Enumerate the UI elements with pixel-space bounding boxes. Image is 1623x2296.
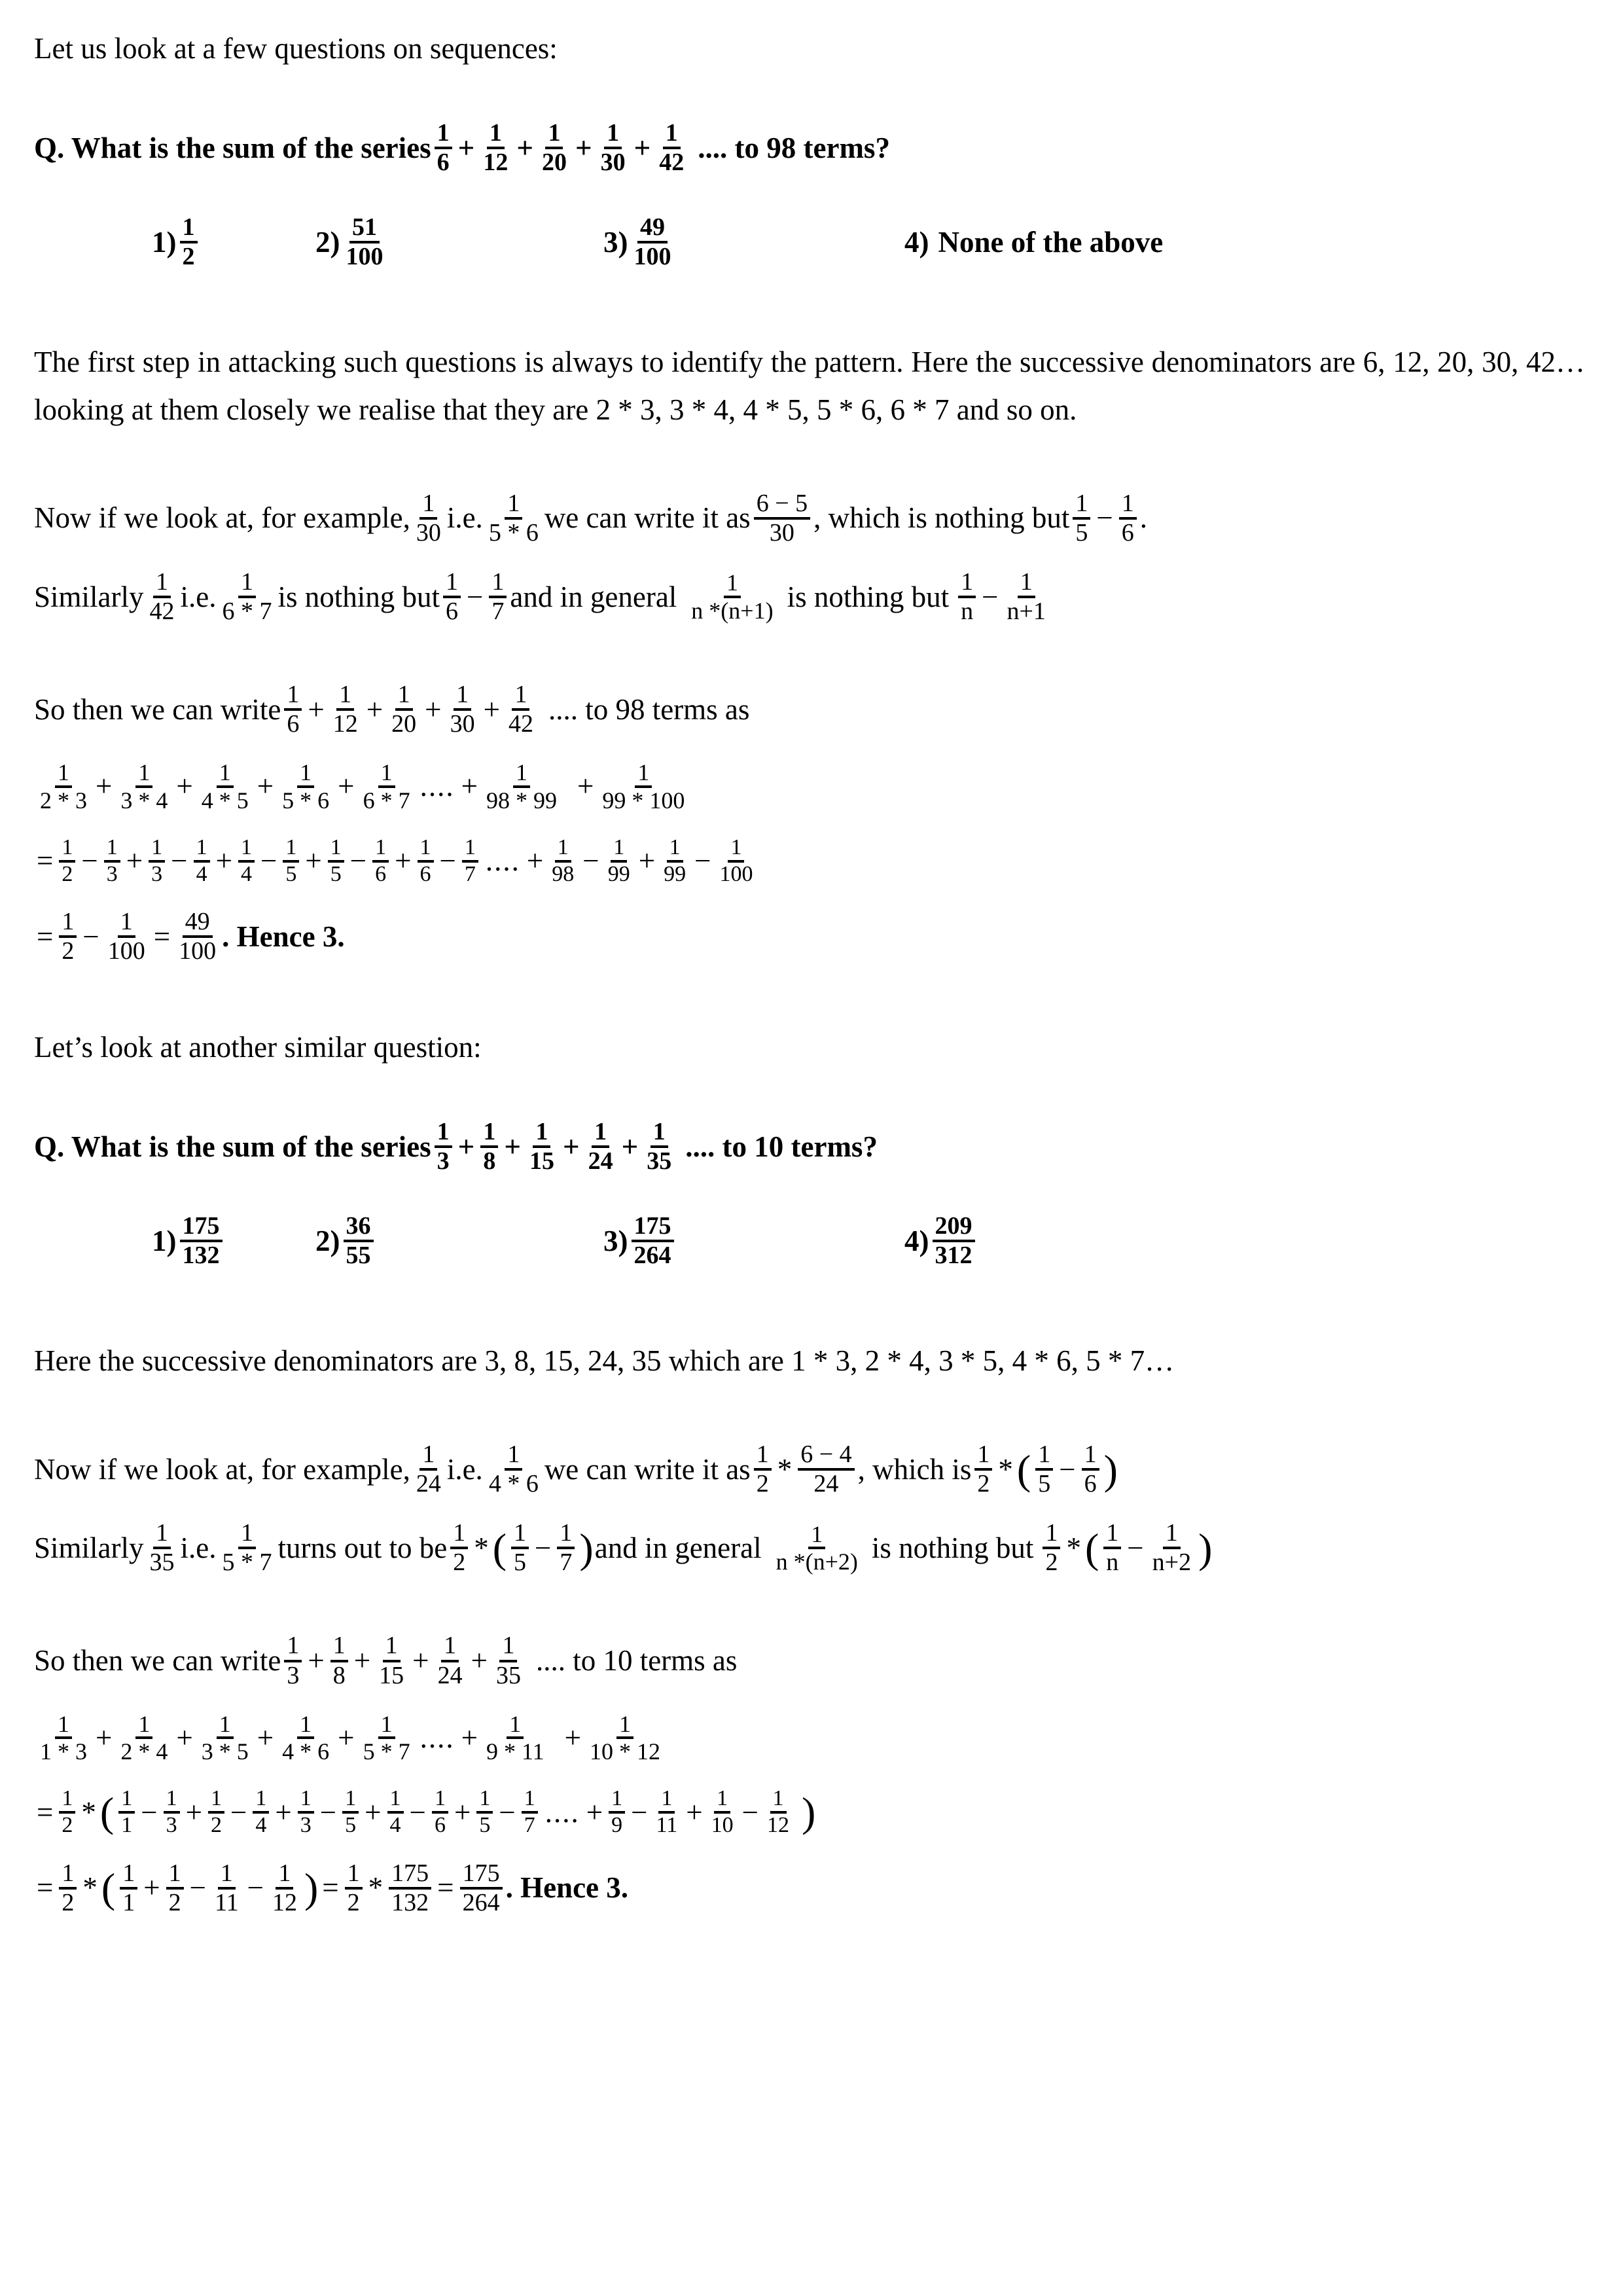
- plus-icon: +: [176, 1721, 193, 1754]
- result2-half: $\frac{1}{2}$: [59, 1860, 77, 1916]
- q2-term-5: $\frac{1}{35}$: [647, 1118, 672, 1175]
- option-1-value: $\frac{175}{132}$: [180, 1213, 223, 1269]
- question-2-options: [34, 1213, 1585, 1269]
- option-2-value: $\frac{51}{100}$: [346, 213, 383, 271]
- expl2-fraction-g: $\frac{1}{n+1}$: [1007, 567, 1046, 625]
- expl1-fraction-d: $\frac{1}{5}$: [1073, 490, 1090, 547]
- expl4-fraction-h: $\frac{1}{n}$: [1103, 1520, 1121, 1576]
- option-2[interactable]: 2) $\frac{36}{55}$: [315, 1213, 603, 1269]
- left-paren: (: [101, 1865, 116, 1912]
- plus-icon: +: [454, 1795, 471, 1829]
- question-2-stem-prefix: Q. What is the sum of the series: [34, 1130, 431, 1163]
- expl1-fraction-c: $\frac{6 - 5}{30}$: [754, 490, 810, 547]
- q1-term-5: $\frac{1}{42}$: [659, 119, 685, 177]
- minus-icon: −: [319, 1795, 337, 1829]
- tele1-p1-b: $\frac{1}{3}$: [104, 836, 120, 886]
- expand2-term-2: $\frac{1}{2 * 4}$: [120, 1710, 168, 1765]
- plus-icon: +: [564, 1721, 582, 1754]
- expl1-fraction-b: $\frac{1}{5 * 6}$: [488, 489, 539, 547]
- explanation-line-2: Similarly $\frac{1}{42}$ i.e. $\frac{1}{6 * 7}$ is nothing but $\frac{1}{6}$ − $\frac{1}{7}$ and in general $\frac{1}{n *(n+1)}$ is nothing but $\frac{1}{n}$ − $\frac{1}{n+1}$: [34, 569, 1585, 625]
- plus-icon: +: [338, 770, 355, 803]
- minus-icon: −: [141, 1795, 158, 1829]
- tele2-p7-a: $\frac{1}{10}$: [711, 1786, 734, 1838]
- expand1-term-5: $\frac{1}{6 * 7}$: [363, 759, 410, 814]
- asterisk-icon: *: [82, 1871, 98, 1905]
- expand1-term-3: $\frac{1}{4 * 5}$: [201, 759, 249, 814]
- plus-icon: +: [457, 131, 475, 164]
- plus-icon: +: [215, 844, 232, 878]
- q1-term-2: $\frac{1}{12}$: [483, 119, 508, 177]
- tele1-p2-b: $\frac{1}{4}$: [194, 836, 210, 886]
- asterisk-icon: *: [777, 1452, 793, 1486]
- so-then-write-line-2: So then we can write $\frac{1}{3}$ + $\frac{1}{8}$ + $\frac{1}{15}$ + $\frac{1}{24}$ + $\frac{1}{35}$ .... to 10 terms as: [34, 1632, 738, 1689]
- tele2-p2-b: $\frac{1}{4}$: [253, 1787, 269, 1837]
- minus-icon: −: [189, 1871, 206, 1905]
- equals-icon: =: [322, 1871, 339, 1905]
- plus-icon: +: [457, 1130, 475, 1163]
- tele1-p7-a: $\frac{1}{99}$: [664, 834, 687, 886]
- tele1-p1-a: $\frac{1}{2}$: [59, 836, 75, 886]
- sowrite1-term-5: $\frac{1}{42}$: [508, 681, 533, 738]
- expand2-term-3: $\frac{1}{3 * 5}$: [201, 1710, 249, 1765]
- ellipsis: ....: [419, 770, 455, 803]
- sowrite2-term-3: $\frac{1}{15}$: [379, 1632, 404, 1689]
- plus-icon: +: [176, 770, 193, 803]
- result-line-2: [34, 1860, 1585, 1916]
- tele2-p1-a: $\frac{1}{1}$: [118, 1787, 135, 1837]
- plus-icon: +: [257, 770, 274, 803]
- expl3-fraction-g: $\frac{1}{6}$: [1082, 1441, 1099, 1498]
- answer-2: . Hence 3.: [505, 1871, 629, 1905]
- expl4-fraction-b: $\frac{1}{5 * 7}$: [222, 1519, 272, 1577]
- q1-term-1: $\frac{1}{6}$: [435, 120, 452, 176]
- tele1-p7-b: $\frac{1}{100}$: [719, 834, 753, 886]
- option-4-value: $\frac{209}{312}$: [933, 1213, 975, 1269]
- minus-icon: −: [1096, 501, 1113, 535]
- minus-icon: −: [467, 580, 484, 613]
- tele1-p5-b: $\frac{1}{7}$: [462, 836, 478, 886]
- plus-icon: +: [516, 131, 533, 164]
- expansion-line-2: [34, 1712, 1585, 1765]
- equals-icon: =: [437, 1871, 454, 1905]
- tele2-p3-b: $\frac{1}{5}$: [342, 1787, 359, 1837]
- minus-icon: −: [409, 1795, 426, 1829]
- question-1-options: [34, 214, 1585, 270]
- telescoping-line-1: [34, 836, 1585, 886]
- result1-fraction-a: $\frac{1}{2}$: [59, 908, 77, 965]
- sowrite2-term-4: $\frac{1}{24}$: [437, 1632, 463, 1689]
- q2-term-4: $\frac{1}{24}$: [588, 1118, 613, 1175]
- expl3-fraction-f: $\frac{1}{5}$: [1035, 1441, 1053, 1498]
- expansion-line-1: [34, 760, 1585, 814]
- tele1-p3-a: $\frac{1}{4}$: [238, 836, 255, 886]
- left-paren: (: [1084, 1524, 1099, 1571]
- option-3[interactable]: 3) $\frac{175}{264}$: [603, 1213, 904, 1269]
- result2-term-1: $\frac{1}{1}$: [120, 1860, 137, 1916]
- expl3-fraction-d: $\frac{6 - 4}{24}$: [798, 1441, 854, 1498]
- result1-fraction-c: $\frac{49}{100}$: [179, 908, 217, 965]
- asterisk-icon: *: [368, 1871, 383, 1905]
- expand2-term-5: $\frac{1}{5 * 7}$: [363, 1710, 410, 1765]
- question-2-stem-suffix: .... to 10 terms?: [685, 1130, 878, 1163]
- sowrite1-term-2: $\frac{1}{12}$: [332, 681, 358, 738]
- minus-icon: −: [81, 844, 98, 878]
- option-1-value: $\frac{1}{2}$: [180, 214, 198, 270]
- plus-icon: +: [483, 692, 500, 726]
- minus-icon: −: [1059, 1452, 1076, 1486]
- minus-icon: −: [171, 844, 188, 878]
- minus-icon: −: [694, 844, 711, 878]
- explanation-paragraph-2: Here the successive denominators are 3, 8, 15, 24, 35 which are 1 * 3, 2 * 4, 3 * 5, 4 * 6, 5 * 7…: [34, 1344, 1175, 1378]
- expand2-term-6: $\frac{1}{9 * 11}$: [486, 1710, 544, 1765]
- minus-icon: −: [1127, 1531, 1144, 1564]
- explanation-paragraph-1: The first step in attacking such questions is always to identify the pattern. Here the successive denominators are 6, 12, 20, 30, 42…looking at them closely we realise that they are 2 * 3, 3 * 4, 4 * 5, 5 * 6, 6 * 7 and so on.: [34, 346, 1585, 427]
- tele2-p5-a: $\frac{1}{5}$: [476, 1787, 493, 1837]
- left-paren: (: [1016, 1446, 1031, 1493]
- so-then-write-line-1: So then we can write $\frac{1}{6}$ + $\frac{1}{12}$ + $\frac{1}{20}$ + $\frac{1}{30}$ + $\frac{1}{42}$ .... to 98 terms as: [34, 681, 750, 738]
- expl2-fraction-a: $\frac{1}{42}$: [149, 567, 175, 625]
- sowrite2-term-1: $\frac{1}{3}$: [284, 1632, 302, 1689]
- expl2-fraction-e: $\frac{1}{n *(n+1)}$: [691, 569, 774, 624]
- asterisk-icon: *: [998, 1452, 1013, 1486]
- result2-fraction-a: $\frac{175}{132}$: [389, 1860, 431, 1916]
- right-paren: ): [1103, 1446, 1118, 1493]
- option-1[interactable]: 1) $\frac{175}{132}$: [34, 1213, 315, 1269]
- equals-icon: =: [37, 920, 54, 953]
- minus-icon: −: [439, 844, 456, 878]
- expl4-fraction-g: $\frac{1}{2}$: [1043, 1520, 1060, 1576]
- plus-icon: +: [526, 844, 544, 878]
- result2-half-2: $\frac{1}{2}$: [345, 1860, 363, 1916]
- expand1-term-7: $\frac{1}{99 * 100}$: [602, 759, 685, 814]
- expl2-fraction-f: $\frac{1}{n}$: [958, 569, 976, 625]
- option-2[interactable]: 2) $\frac{51}{100}$: [315, 214, 603, 270]
- tele2-p2-a: $\frac{1}{2}$: [208, 1787, 224, 1837]
- tele1-p6-b: $\frac{1}{99}$: [607, 834, 630, 886]
- expl4-fraction-c: $\frac{1}{2}$: [450, 1520, 468, 1576]
- plus-icon: +: [425, 692, 442, 726]
- expand1-term-6: $\frac{1}{98 * 99}$: [486, 759, 557, 814]
- plus-icon: +: [638, 844, 656, 878]
- plus-icon: +: [338, 1721, 355, 1754]
- expl2-fraction-b: $\frac{1}{6 * 7}$: [222, 567, 272, 625]
- result2-term-4: $\frac{1}{12}$: [272, 1859, 297, 1916]
- expand1-term-4: $\frac{1}{5 * 6}$: [282, 759, 330, 814]
- plus-icon: +: [562, 1130, 580, 1163]
- plus-icon: +: [577, 770, 594, 803]
- minus-icon: −: [982, 580, 999, 613]
- sowrite2-term-2: $\frac{1}{8}$: [330, 1632, 348, 1689]
- tele2-p6-b: $\frac{1}{11}$: [656, 1786, 678, 1838]
- explanation-line-4: Similarly $\frac{1}{35}$ i.e. $\frac{1}{5 * 7}$ turns out to be $\frac{1}{2}$ * ( $\frac{1}{5}$ − $\frac{1}{7}$ ) and in general $\frac{1}{n *(n+2)}$ is nothing but $\frac{1}{2}$ * ( $\frac{1}{n}$ − $\frac{1}{n+2}$ ): [34, 1519, 1213, 1577]
- equals-icon: =: [37, 1795, 54, 1829]
- plus-icon: +: [143, 1871, 160, 1905]
- tele1-p4-a: $\frac{1}{5}$: [328, 836, 344, 886]
- minus-icon: −: [260, 844, 277, 878]
- minus-icon: −: [582, 844, 599, 878]
- q2-term-3: $\frac{1}{15}$: [529, 1118, 554, 1175]
- expl4-fraction-f: $\frac{1}{n *(n+2)}$: [776, 1520, 858, 1575]
- asterisk-icon: *: [474, 1531, 489, 1564]
- option-4[interactable]: 4) None of the above: [904, 226, 1164, 259]
- minus-icon: −: [535, 1531, 552, 1564]
- answer-1: . Hence 3.: [222, 920, 345, 953]
- sowrite1-term-3: $\frac{1}{20}$: [391, 681, 417, 738]
- plus-icon: +: [633, 131, 651, 164]
- plus-icon: +: [365, 1795, 382, 1829]
- equals-icon: =: [37, 844, 54, 878]
- expand1-term-2: $\frac{1}{3 * 4}$: [120, 759, 168, 814]
- plus-icon: +: [96, 770, 113, 803]
- ellipsis: ....: [485, 844, 520, 878]
- plus-icon: +: [96, 1721, 113, 1754]
- sowrite1-term-4: $\frac{1}{30}$: [450, 681, 475, 738]
- minus-icon: −: [741, 1795, 759, 1829]
- ellipsis: ....: [419, 1721, 455, 1754]
- expand2-term-7: $\frac{1}{10 * 12}$: [590, 1710, 661, 1765]
- result2-fraction-b: $\frac{175}{264}$: [460, 1860, 503, 1916]
- option-4[interactable]: 4) $\frac{209}{312}$: [904, 1213, 978, 1269]
- expl1-fraction-e: $\frac{1}{6}$: [1119, 490, 1137, 547]
- option-4-value: None of the above: [938, 226, 1164, 259]
- plus-icon: +: [575, 131, 592, 164]
- q2-term-2: $\frac{1}{8}$: [480, 1119, 498, 1175]
- tele1-p5-a: $\frac{1}{6}$: [418, 836, 434, 886]
- plus-icon: +: [366, 692, 383, 726]
- expand2-term-4: $\frac{1}{4 * 6}$: [282, 1710, 330, 1765]
- expl4-fraction-i: $\frac{1}{n+2}$: [1152, 1519, 1192, 1577]
- expand2-term-1: $\frac{1}{1 * 3}$: [40, 1710, 87, 1765]
- question-1-stem: [34, 120, 1585, 176]
- expl3-fraction-e: $\frac{1}{2}$: [974, 1441, 992, 1498]
- minus-icon: −: [499, 1795, 516, 1829]
- plus-icon: +: [185, 1795, 202, 1829]
- minus-icon: −: [82, 920, 99, 953]
- plus-icon: +: [257, 1721, 274, 1754]
- tele2-p3-a: $\frac{1}{3}$: [298, 1787, 314, 1837]
- minus-icon: −: [230, 1795, 247, 1829]
- right-paren: ): [802, 1789, 816, 1836]
- expl4-fraction-e: $\frac{1}{7}$: [557, 1520, 575, 1576]
- equals-icon: =: [153, 920, 171, 953]
- result2-term-3: $\frac{1}{11}$: [214, 1859, 239, 1916]
- option-1[interactable]: 1) $\frac{1}{2}$: [34, 214, 315, 270]
- expl3-fraction-a: $\frac{1}{24}$: [416, 1441, 441, 1498]
- minus-icon: −: [349, 844, 367, 878]
- expl1-fraction-a: $\frac{1}{30}$: [416, 489, 441, 547]
- plus-icon: +: [504, 1130, 521, 1163]
- equals-icon: =: [37, 1871, 54, 1905]
- q1-term-3: $\frac{1}{20}$: [541, 119, 567, 177]
- minus-icon: −: [631, 1795, 648, 1829]
- plus-icon: +: [461, 770, 478, 803]
- tele2-p4-a: $\frac{1}{4}$: [387, 1787, 404, 1837]
- option-3[interactable]: 3) $\frac{49}{100}$: [603, 214, 904, 270]
- option-2-value: $\frac{36}{55}$: [344, 1213, 374, 1269]
- plus-icon: +: [308, 692, 325, 726]
- expl2-fraction-c: $\frac{1}{6}$: [443, 569, 461, 625]
- plus-icon: +: [126, 844, 143, 878]
- plus-icon: +: [471, 1644, 488, 1677]
- option-3-value: $\frac{175}{264}$: [632, 1213, 674, 1269]
- expl3-fraction-c: $\frac{1}{2}$: [754, 1441, 772, 1498]
- expl2-fraction-d: $\frac{1}{7}$: [489, 569, 507, 625]
- tele2-p6-a: $\frac{1}{9}$: [609, 1787, 625, 1837]
- plus-icon: +: [353, 1644, 371, 1677]
- plus-icon: +: [586, 1795, 603, 1829]
- tele2-p5-b: $\frac{1}{7}$: [522, 1787, 538, 1837]
- tele1-p4-b: $\frac{1}{6}$: [372, 836, 389, 886]
- sowrite1-term-1: $\frac{1}{6}$: [284, 681, 302, 738]
- plus-icon: +: [412, 1644, 429, 1677]
- tele2-p4-b: $\frac{1}{6}$: [432, 1787, 448, 1837]
- question-2-stem: [34, 1119, 1585, 1175]
- tele2-p7-b: $\frac{1}{12}$: [767, 1786, 790, 1838]
- tele1-p6-a: $\frac{1}{98}$: [552, 834, 575, 886]
- tele2-half: $\frac{1}{2}$: [59, 1787, 75, 1837]
- explanation-line-1: Now if we look at, for example, $\frac{1}{30}$ i.e. $\frac{1}{5 * 6}$ we can write it as $\frac{6 - 5}{30}$ , which is nothing but $\frac{1}{5}$ − $\frac{1}{6}$ .: [34, 489, 1148, 547]
- expl4-fraction-d: $\frac{1}{5}$: [511, 1520, 529, 1576]
- right-paren: ): [304, 1865, 319, 1912]
- minus-icon: −: [247, 1871, 264, 1905]
- explanation-line-3: Now if we look at, for example, $\frac{1}{24}$ i.e. $\frac{1}{4 * 6}$ we can write it as $\frac{1}{2}$ * $\frac{6 - 4}{24}$ , which is $\frac{1}{2}$ * ( $\frac{1}{5}$ − $\frac{1}{6}$ ): [34, 1441, 1118, 1498]
- intro-line: Let us look at a few questions on sequences:: [34, 32, 558, 65]
- plus-icon: +: [686, 1795, 703, 1829]
- plus-icon: +: [461, 1721, 478, 1754]
- expl3-fraction-b: $\frac{1}{4 * 6}$: [488, 1441, 539, 1498]
- result-line-1: [34, 908, 1585, 965]
- plus-icon: +: [308, 1644, 325, 1677]
- left-paren: (: [99, 1789, 115, 1836]
- asterisk-icon: *: [1066, 1531, 1081, 1564]
- right-paren: ): [579, 1524, 594, 1571]
- right-paren: ): [1198, 1524, 1213, 1571]
- bridge-line: Let’s look at another similar question:: [34, 1031, 482, 1064]
- plus-icon: +: [275, 1795, 292, 1829]
- tele1-p2-a: $\frac{1}{3}$: [149, 836, 165, 886]
- tele2-p1-b: $\frac{1}{3}$: [164, 1787, 180, 1837]
- left-paren: (: [492, 1524, 507, 1571]
- q2-term-1: $\frac{1}{3}$: [435, 1119, 452, 1175]
- result1-fraction-b: $\frac{1}{100}$: [107, 908, 145, 965]
- tele1-p3-b: $\frac{1}{5}$: [283, 836, 299, 886]
- asterisk-icon: *: [81, 1795, 96, 1829]
- sowrite2-term-5: $\frac{1}{35}$: [495, 1632, 521, 1689]
- result2-term-2: $\frac{1}{2}$: [166, 1860, 184, 1916]
- plus-icon: +: [621, 1130, 639, 1163]
- expl4-fraction-a: $\frac{1}{35}$: [149, 1519, 175, 1577]
- expand1-term-1: $\frac{1}{2 * 3}$: [40, 759, 87, 814]
- question-1-stem-suffix: .... to 98 terms?: [698, 131, 890, 164]
- telescoping-line-2: [34, 1787, 1585, 1837]
- option-3-value: $\frac{49}{100}$: [633, 213, 671, 271]
- question-1-stem-prefix: Q. What is the sum of the series: [34, 131, 431, 164]
- plus-icon: +: [305, 844, 322, 878]
- ellipsis: ....: [544, 1795, 580, 1829]
- plus-icon: +: [395, 844, 412, 878]
- q1-term-4: $\frac{1}{30}$: [600, 119, 626, 177]
